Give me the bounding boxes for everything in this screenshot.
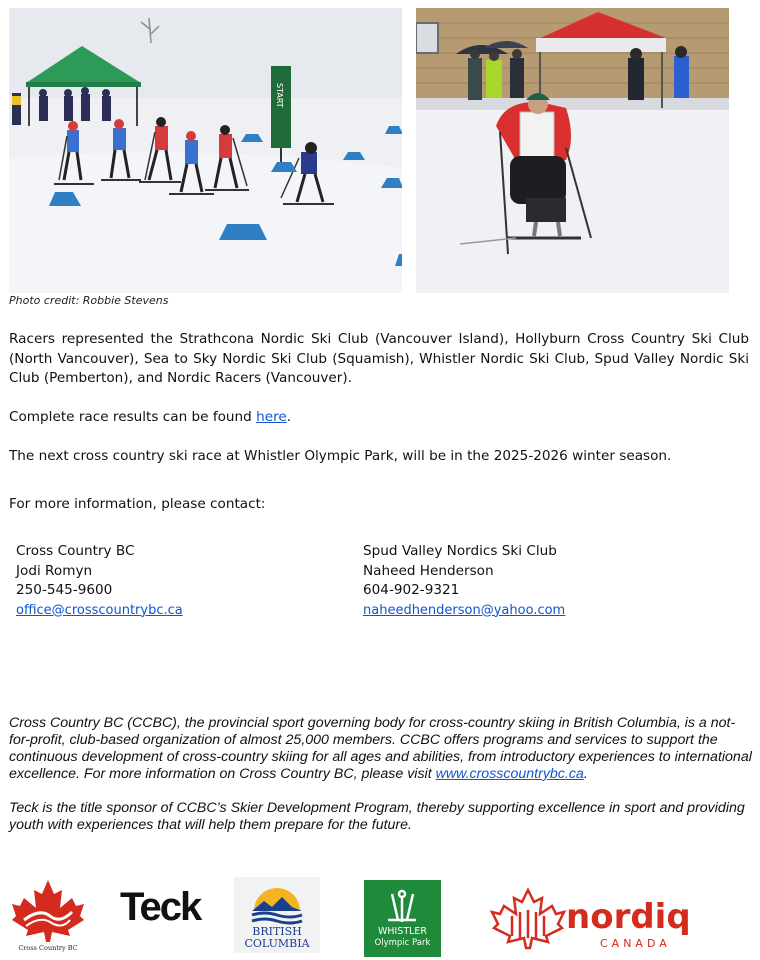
contact-phone: 604-902-9321	[363, 582, 460, 598]
contact-intro: For more information, please contact:	[9, 496, 266, 512]
results-paragraph	[9, 408, 749, 428]
next-race-paragraph: The next cross country ski race at Whistler Olympic Park, will be in the 2025-2026 winter season.	[9, 448, 672, 464]
contact-email-link[interactable]: naheedhenderson@yahoo.com	[363, 602, 566, 618]
whistler-logo-line1: WHISTLER	[377, 926, 428, 937]
whistler-logo-line2: Olympic Park	[374, 938, 431, 948]
whistler-olympic-park-logo	[364, 880, 441, 957]
racers-paragraph: Racers represented the Strathcona Nordic Ski Club (Vancouver Island), Hollyburn Cross Country Ski Club (North Vancouver), Sea to Sky Nordic Ski Club (Squamish), Whistler Nordic Ski Club, Spud Valley Nordic Ski Club (Pemberton), and Nordic Racers (Vancouver).	[9, 331, 749, 386]
results-suffix: .	[286, 409, 292, 425]
ccbc-about-suffix: .	[583, 766, 588, 782]
sit-ski-photo	[416, 8, 729, 293]
nordiq-wordmark: nordiq	[566, 897, 690, 937]
cross-country-bc-logo	[10, 878, 86, 952]
start-sign-text: START	[275, 83, 284, 108]
teck-logo: Teck	[120, 885, 201, 929]
ccbc-about-paragraph	[9, 715, 753, 783]
ccbc-about-text: Cross Country BC (CCBC), the provincial sport governing body for cross-country skiing in British Columbia, is a not-for-profit, club-based organization of almost 25,000 members. CCBC offers programs and services to support the continuous development of cross-country skiing for all ages and abilities, from introductory experiences to international excellence. For more information on Cross Country BC, please visit	[9, 715, 752, 782]
contact-email-link[interactable]: office@crosscountrybc.ca	[16, 602, 183, 618]
bc-logo-line2: COLUMBIA	[244, 937, 310, 950]
contact-phone: 250-545-9600	[16, 582, 113, 598]
contact-ccbc	[16, 542, 183, 620]
ccbc-website-link[interactable]: www.crosscountrybc.ca	[435, 766, 584, 782]
photo-credit: Photo credit: Robbie Stevens	[9, 294, 169, 307]
contact-spud-valley	[363, 542, 565, 620]
contact-name: Jodi Romyn	[16, 562, 93, 579]
results-link[interactable]: here	[256, 409, 287, 425]
contact-org: Spud Valley Nordics Ski Club	[363, 543, 557, 559]
race-start-photo	[9, 8, 402, 293]
contact-name: Naheed Henderson	[363, 562, 494, 579]
results-prefix: Complete race results can be found	[9, 409, 257, 425]
ccbc-logo-label: Cross Country BC	[18, 944, 78, 952]
british-columbia-logo	[234, 877, 320, 953]
contact-org: Cross Country BC	[16, 543, 135, 559]
bc-logo-line1: BRITISH	[252, 925, 302, 938]
nordiq-canada-logo	[490, 886, 690, 952]
teck-sponsor-paragraph: Teck is the title sponsor of CCBC’s Skier Development Program, thereby supporting excellence in sport and providing youth with experiences that will help them prepare for the future.	[9, 800, 745, 833]
nordiq-subtitle: CANADA	[600, 937, 671, 950]
